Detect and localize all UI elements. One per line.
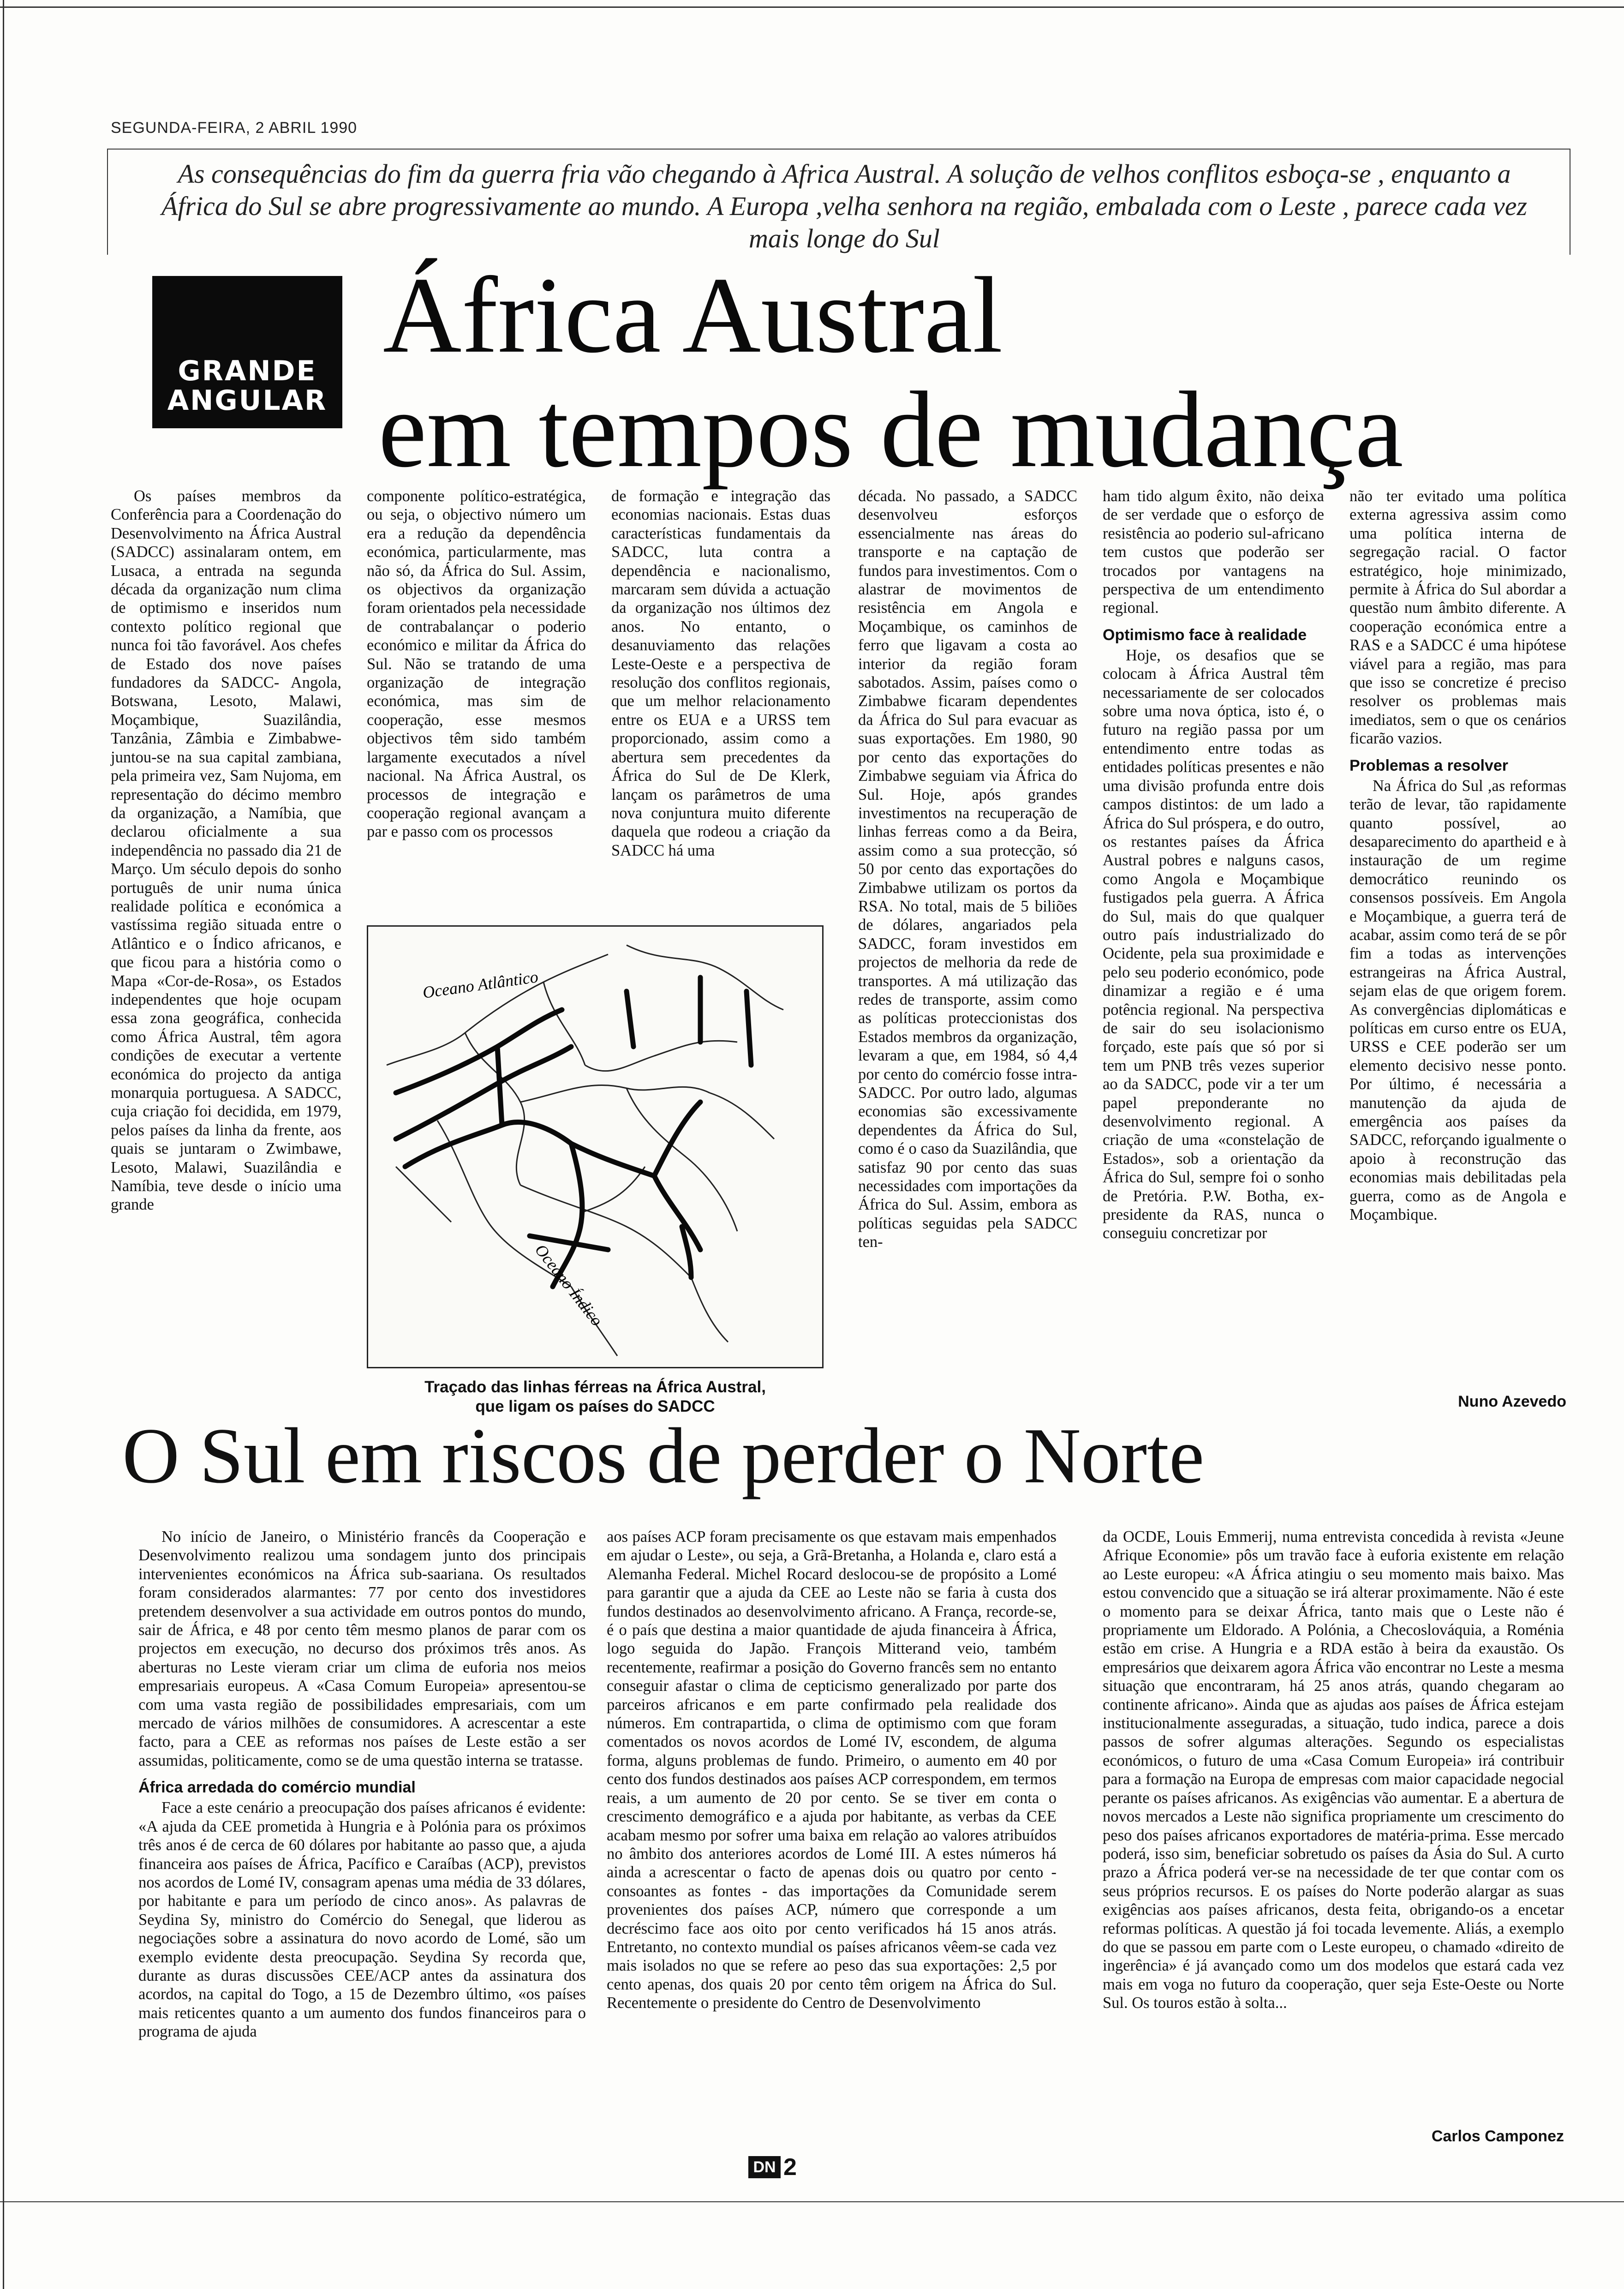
- article1-col5-text-a: ham tido algum êxito, não deixa de ser verdade que o esforço de resistência ao poderio sul-africano tem custos que poderão ser trocados por vantagens na perspectiva de um entendimento regional.: [1103, 487, 1324, 617]
- headline-second: O Sul em riscos de perder o Norte: [122, 1412, 1205, 1500]
- article2-col3: [1103, 1528, 1564, 2127]
- article2-col2: [607, 1528, 1057, 2146]
- bottom-rule: [0, 2201, 1624, 2202]
- article1-col1-text: Os países membros da Conferência para a Coordenação do Desenvolvimento na África Austral (SADCC) assinalaram ontem, em Lusaca, a entrada na segunda década da organização num clima de optimismo e inseridos num contexto político regional que nunca foi tão favorável. Aos chefes de Estado dos nove países fundadores da SADCC- Angola, Botswana, Lesoto, Malawi, Moçambique, Suazilândia, Tanzânia, Zâmbia e Zimbabwe- juntou-se na sua capital zambiana, pela primeira vez, Sam Nujoma, em representação do décimo membro da organização, a Namíbia, que declarou oficialmente a sua independência no passado dia 21 de Março. Um século depois do sonho português de unir numa única realidade política e económica a vastíssima região situada entre o Atlântico e o Índico africanos, e que ficou para a história como o Mapa «Cor-de-Rosa», os Estados independentes que hoje ocupam essa zona geográfica, conhecida como África Austral, têm agora condições de executar a vertente económica do projecto da antiga monarquia portuguesa. A SADCC, cuja criação foi decidida, em 1979, pelos países da linha da frente, aos quais se juntaram o Zwimbawe, Lesoto, Malawi, Suazilândia e Namíbia, teve desde o início uma grande: [111, 487, 341, 1214]
- article1-col6-text-b: Na África do Sul ,as reformas terão de levar, tão rapidamente quanto possível, ao desaparecimento do apartheid e à instauração de um regime democrático reunindo os consensos possíveis. Em Angola e Moçambique, a guerra terá de acabar, assim como terá de se pôr fim a todas as intervenções estrangeiras na África Austral, sejam elas de que origem forem. As convergências diplomáticas e políticas em curso entre os EUA, URSS e CEE poderão ser um elemento decisivo nesse ponto. Por último, é necessária a manutenção da ajuda de emergência aos países da SADCC, reforçando igualmente o apoio à reconstrução das economias mais debilitadas pela guerra, como as de Angola e Moçambique.: [1349, 777, 1566, 1224]
- map-label-atlantic: Oceano Atlântico: [421, 967, 539, 1002]
- subhead-problemas: Problemas a resolver: [1349, 756, 1508, 774]
- border-9: [580, 1167, 645, 1213]
- top-rule: [0, 6, 1624, 8]
- article1-col5-text-b: Hoje, os desafios que se colocam à África Austral têm necessariamente de ser colocados sobre uma nova óptica, isto é, o futuro na região passa por um entendimento entre todas as entidades políticas presentes e não uma divisão profunda entre dois campos distintos: de um lado a África do Sul próspera, e do outro, os restantes países da África Austral pobres e nalguns casos, como Angola e Moçambique fustigados pela guerra. A África do Sul, mais do que qualquer outro país industrializado do Ocidente, pela sua proximidade e pelo seu poderio económico, pode dinamizar a região e é uma potência regional. Na perspectiva de sair do seu isolacionismo forçado, este país que só por si tem um PNB três vezes superior ao da SADCC, pode vir a ter um papel preponderante no desenvolvimento regional. A criação de uma «constelação de Estados», sob a orientação da África do Sul, sempre foi o sonho de Pretória. P.W. Botha, ex-presidente da RAS, nunca o conseguiu concretizar por: [1103, 646, 1324, 1242]
- map-label-indian: Oceano Índico: [531, 1240, 607, 1330]
- author-nuno-azevedo: Nuno Azevedo: [1458, 1393, 1566, 1410]
- rail-4: [405, 1122, 571, 1167]
- rail-3: [497, 1047, 502, 1125]
- railway-map-svg: [368, 927, 822, 1367]
- lead-paragraph: As consequências do fim da guerra fria vão chegando à Africa Austral. A solução de velhos conflitos esboça-se , enquanto a África do Sul se abre progressivamente ao mundo. A Europa ,velha senhora na região, embalada com o Leste , parece cada vez mais longe do Sul: [161, 159, 1528, 253]
- article2-col1: [138, 1528, 586, 2146]
- caption-line2: que ligam os países do SADCC: [475, 1397, 715, 1415]
- article1-col3-text: de formação e integração das economias nacionais. Estas duas características fundamentais da SADCC, luta contra a dependência e nacionalismo, marcaram sem dúvida a actuação da organização nos últimos dez anos. No entanto, o desanuviamento das relações Leste-Oeste e a perspectiva de resolução dos conflitos regionais, que um melhor relacionamento entre os EUA e a URSS tem proporcionado, assim como a abertura sem precedentes da África do Sul de De Klerk, lançam os parâmetros de uma nova conjuntura muito diferente daquela que rodeou a criação da SADCC há uma: [611, 487, 830, 859]
- footer-logo: [748, 2154, 813, 2180]
- border-10: [691, 1277, 728, 1342]
- headline-main: [378, 255, 1403, 490]
- left-rule: [3, 0, 4, 2289]
- headline-line1: África Austral: [383, 255, 1003, 376]
- article1-col1: [111, 487, 341, 1405]
- rail-7: [627, 991, 633, 1047]
- border-7: [710, 1093, 774, 1139]
- border-8: [585, 1041, 737, 1071]
- article2-col1-text-b: Face a este cenário a preocupação dos países africanos é evidente: «A ajuda da CEE prometida à Hungria e à Polónia para os próximos três anos é de cerca de 60 dólares por habitante ao passo que, a ajuda financeira aos países de África, Pacífico e Caraíbas (ACP), previstos nos acordos de Lomé IV, consagram apenas uma média de 33 dólares, por habitante e para um período de cinco anos». As palavras de Seydina Sy, ministro do Comércio do Senegal, que liderou as negociações sobre a assinatura do novo acordo de Lomé, são um exemplo evidente desta preocupação. Seydina Sy recorda que, durante as duras discussões CEE/ACP antes da assinatura dos acordos, na capital do Togo, a 15 de Dezembro último, «os países mais reticentes quanto a um aumento dos fundos financeiros para o programa de ajuda: [138, 1799, 586, 2041]
- border-2: [520, 1085, 710, 1102]
- border-4: [627, 1088, 737, 1231]
- page-number: 2: [783, 2154, 797, 2181]
- article2-col3-text: da OCDE, Louis Emmerij, numa entrevista concedida à revista «Jeune Afrique Economie» pôs um travão face à euforia existente em relação ao Leste europeu: «A África atingiu o seu momento mais baixo. Mas estou convencido que a situação se irá alterar proximamente. Não é este o momento para se deixar África, tanto mais que o Leste não é propriamente um Eldorado. A Polónia, a Checoslováquia, a Roménia estão em crise. A Hungria e a RDA estão à beira da exaustão. Os empresários que deixarem agora África vão encontrar no Leste a mesma situação que encontraram, há 25 anos atrás, quando chegaram ao continente africano». Ainda que as ajudas aos países de África estejam institucionalmente asseguradas, a situação, tudo indica, parece a dois passos de sofrer algumas alterações. Segundo os especialistas económicos, o futuro de uma «Casa Comum Europeia» irá contribuir para a formação na Europa de empresas com maior capacidade negocial perante os países africanos. As exigências vão aumentar. E a abertura de novos mercados a Leste não significa propriamente um crescimento do peso dos países africanos exportadores de matéria-prima. Esse mercado poderá, isso sim, beneficiar sobretudo os países da Ásia do Sul. A curto prazo a África poderá ver-se na necessidade de ter que contar com os seus próprios recursos. E os países do Norte poderão alargar as suas exigências aos países africanos, desta feita, obrigando-os a encetar reformas políticas. A questão já foi tocada levemente. Aliás, a exemplo do que se passou em parte com o Leste europeu, o chamado «direito de ingerência» é já avançado como um dos modelos que estará cada vez mais em voga no futuro da cooperação, quer seja Este-Oeste ou Norte Sul. Os touros estão à solta...: [1103, 1528, 1564, 2012]
- article1-col2-text: componente político-estratégica, ou seja, o objectivo número um era a redução da dependência económica, particularmente, mas não só, da África do Sul. Assim, os objectivos da organização foram orientados pela necessidade de contrabalançar o poderio económico e militar da África do Sul. Não se tratando de uma organização de integração económica, mas sim de cooperação, esse mesmos objectivos têm sido também largamente executados a nível nacional. Na África Austral, os processos de integração e cooperação regional avançam a par e passo com os processos: [367, 487, 586, 841]
- article1-col6: [1349, 487, 1566, 1382]
- coastline-east: [627, 945, 783, 1010]
- author-carlos-camponez: Carlos Camponez: [1431, 2127, 1564, 2145]
- subhead-optimismo: Optimismo face à realidade: [1103, 626, 1307, 644]
- article1-col3: [611, 487, 830, 921]
- lead-box-left: [107, 149, 108, 255]
- railway-map: [367, 925, 824, 1368]
- article1-col5: [1103, 487, 1324, 1405]
- rail-6: [654, 1102, 700, 1176]
- rail-9: [746, 991, 751, 1065]
- rail-5: [571, 1144, 654, 1176]
- article1-col2: [367, 487, 586, 921]
- lead-box-rule: [107, 149, 1570, 150]
- article1-col6-text-a: não ter evitado uma política externa agressiva assim como uma política interna de segregação racial. O factor estratégico, hoje minimizado, permite à África do Sul abordar a questão num âmbito diferente. A cooperação económica entre a RAS e a SADCC é uma hipótese viável para a região, mas para que isso se concretize é preciso resolver os problemas mais imediatos, sem o que os cenários ficarão vazios.: [1349, 487, 1566, 748]
- badge-line1: GRANDE: [178, 355, 317, 387]
- article1-col4-text: década. No passado, a SADCC desenvolveu esforços essencialmente nas áreas do transporte e na captação de fundos para investimentos. Com o alastrar de movimentos de resistência em Angola e Moçambique, os caminhos de ferro que ligavam a costa ao interior da região foram sabotados. Assim, países como o Zimbabwe ficaram dependentes da África do Sul para evacuar as suas exportações. Em 1980, 90 por cento das exportações do Zimbabwe seguiam via África do Sul. Hoje, após grandes investimentos na recuperação de linhas ferreas como a da Beira, assim como a sua protecção, só 50 por cento das exportações do Zimbabwe utilizam os portos da RSA. No total, mais de 5 biliões de dólares, angariados pela SADCC, foram investidos em projectos de melhoria da rede de transportes. A má utilização das redes de transporte, assim como as políticas proteccionistas dos Estados membros da organização, levaram a que, em 1984, só 4,4 por cento do comércio fosse intra-SADCC. Por outro lado, algumas economias são excessivamente dependentes da África do Sul, como é o caso da Suazilândia, que satisfaz 90 por cento das suas necessidades com importações da África do Sul. Assim, embora as políticas seguidas pela SADCC ten-: [858, 487, 1077, 1251]
- rail-10: [654, 1176, 700, 1250]
- section-badge: [152, 276, 342, 428]
- caption-line1: Traçado das linhas férreas na África Austral,: [424, 1378, 766, 1396]
- subhead-africa-arredada: África arredada do comércio mundial: [138, 1779, 416, 1797]
- article1-col4: [858, 487, 1077, 1405]
- headline-line2: em tempos de mudança: [378, 370, 1403, 490]
- article2-col1-text-a: No início de Janeiro, o Ministério francês da Cooperação e Desenvolvimento realizou uma sondagem junto dos principais intervenientes económicos na África sub-saariana. Os resultados foram considerados alarmantes: 77 por cento dos investidores pretendem desenvolver a sua actividade em outros pontos do mundo, sair de África, e 48 por cento têm mesmo planos de parar com os projectos em execução, no decurso dos próximos três anos. As aberturas no Leste vieram criar um clima de euforia nos meios empresariais europeus. A «Casa Comum Europeia» apresentou-se com uma vasta região de possibilidades empresariais, com um mercado de vários milhões de consumidores. A acrescentar a este facto, para a CEE as reformas nos países de Leste estão a ser assumidas, politicamente, como se de uma questão interna se tratasse.: [138, 1528, 586, 1769]
- badge-line2: ANGULAR: [167, 384, 328, 417]
- dateline: SEGUNDA-FEIRA, 2 ABRIL 1990: [111, 119, 358, 137]
- article2-col2-text: aos países ACP foram precisamente os que estavam mais empenhados em ajudar o Leste», ou seja, a Grã-Bretanha, a Holanda e, claro está a Alemanha Federal. Michel Rocard deslocou-se de propósito a Lomé para garantir que a ajuda da CEE ao Leste não se faria à custa dos fundos destinados ao desenvolvimento africano. A França, recorde-se, é o país que destina a maior quantidade de ajuda financeira à África, logo seguida do Japão. François Mitterand veio, também recentemente, reafirmar a posição do Governo francês sem no entanto conseguir afastar o clima de cepticismo generalizado por parte dos parceiros africanos e em parte confirmado pela realidade dos números. Em contrapartida, o clima de optimismo com que foram comentados os novos acordos de Lomé IV, escondem, de alguma forma, alguns problemas de fundo. Primeiro, o aumento em 40 por cento dos fundos destinados aos países ACP correspondem, em termos reais, a um aumento de 20 por cento. Se se tiver em conta o crescimento demográfico e a ajuda por habitante, as verbas da CEE acabam mesmo por sofrer uma baixa em relação ao valores atribuídos no âmbito dos anteriores acordos de Lomé III. A estes números há ainda a acrescentar o facto de apenas dois ou quatro por cento - consoantes as fontes - das importações da Comunidade serem provenientes dos países ACP, número que corresponde a um decréscimo face aos oito por cento verificados há 15 anos atrás. Entretanto, no contexto mundial os países africanos vêem-se cada vez mais isolados no que se refere ao peso das sua exportações: 2,5 por cento apenas, dos quais 20 por cento têm origem na África do Sul. Recentemente o presidente do Centro de Desenvolvimento: [607, 1528, 1057, 2012]
- dn-logo: DN: [748, 2156, 781, 2178]
- border-12: [396, 1167, 451, 1222]
- map-caption: [367, 1378, 824, 1416]
- border-1: [465, 1033, 525, 1185]
